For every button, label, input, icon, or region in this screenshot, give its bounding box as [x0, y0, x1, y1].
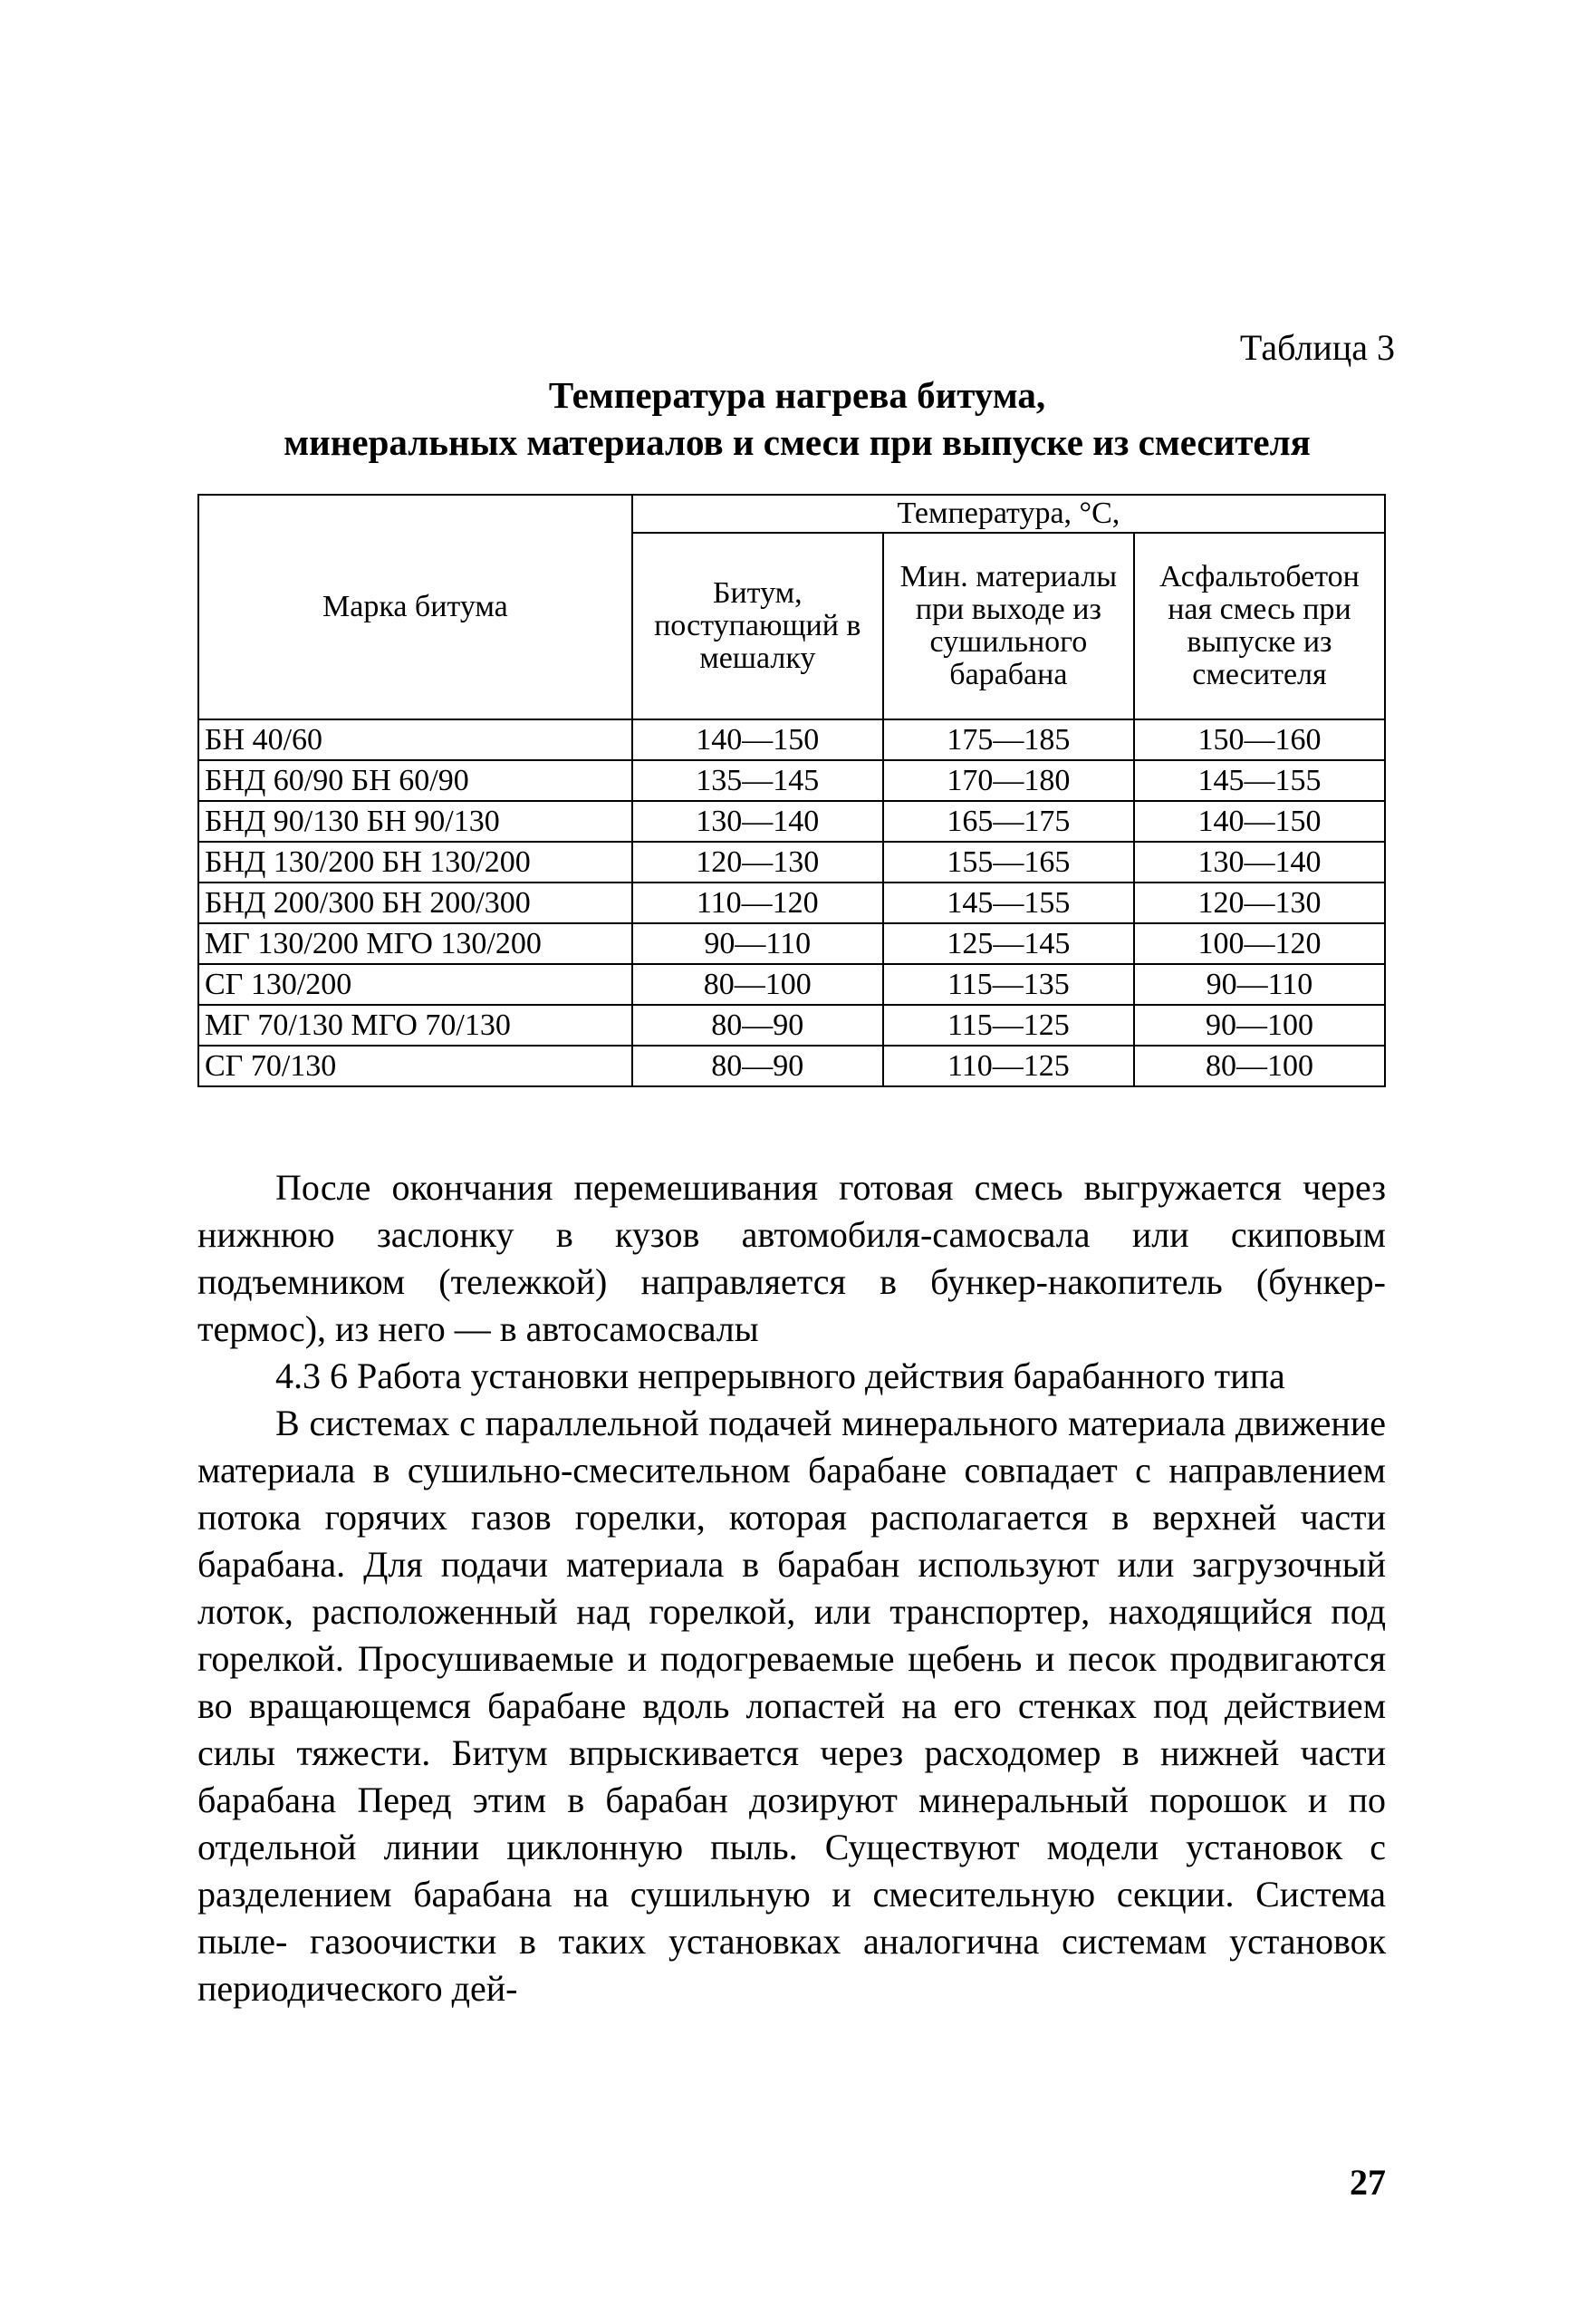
cell-mix: 145—155	[1134, 760, 1385, 801]
cell-mineral: 155—165	[883, 842, 1134, 883]
cell-mineral: 175—185	[883, 719, 1134, 760]
cell-mix: 90—100	[1134, 1005, 1385, 1046]
cell-mineral: 125—145	[883, 923, 1134, 964]
cell-mineral: 115—125	[883, 1005, 1134, 1046]
temperature-table	[197, 494, 1386, 1087]
cell-mineral: 110—125	[883, 1046, 1134, 1086]
header-temperature-group: Температура, °С,	[632, 495, 1385, 533]
table-row	[198, 1046, 1385, 1086]
table-row	[198, 883, 1385, 923]
cell-brand: МГ 130/200 МГО 130/200	[198, 923, 632, 964]
body-text	[197, 1164, 1386, 2012]
cell-mix: 120—130	[1134, 883, 1385, 923]
cell-bitumen: 135—145	[632, 760, 883, 801]
header-mineral: Мин. материалы при выходе из сушильного барабана	[883, 533, 1134, 719]
header-bitumen: Битум, поступающий в мешалку	[632, 533, 883, 719]
cell-bitumen: 120—130	[632, 842, 883, 883]
cell-mineral: 145—155	[883, 883, 1134, 923]
cell-mix: 140—150	[1134, 801, 1385, 842]
section-heading: 4.3 6 Работа установки непрерывного действия барабанного типа	[275, 1355, 1285, 1396]
table-label: Таблица 3	[1239, 327, 1395, 368]
cell-brand: БНД 200/300 БН 200/300	[198, 883, 632, 923]
table-row	[198, 964, 1385, 1005]
cell-brand: СГ 70/130	[198, 1046, 632, 1086]
cell-brand: СГ 130/200	[198, 964, 632, 1005]
table-row	[198, 801, 1385, 842]
table-title	[181, 371, 1413, 466]
cell-bitumen: 140—150	[632, 719, 883, 760]
cell-brand: БНД 90/130 БН 90/130	[198, 801, 632, 842]
cell-mix: 100—120	[1134, 923, 1385, 964]
cell-mineral: 115—135	[883, 964, 1134, 1005]
cell-bitumen: 80—100	[632, 964, 883, 1005]
cell-mix: 150—160	[1134, 719, 1385, 760]
cell-mix: 90—110	[1134, 964, 1385, 1005]
cell-brand: БНД 130/200 БН 130/200	[198, 842, 632, 883]
cell-mix: 80—100	[1134, 1046, 1385, 1086]
cell-mineral: 170—180	[883, 760, 1134, 801]
cell-bitumen: 80—90	[632, 1046, 883, 1086]
header-mix: Асфальтобетон ная смесь при выпуске из смесителя	[1134, 533, 1385, 719]
table-row	[198, 719, 1385, 760]
cell-bitumen: 110—120	[632, 883, 883, 923]
cell-bitumen: 90—110	[632, 923, 883, 964]
cell-mineral: 165—175	[883, 801, 1134, 842]
table-row	[198, 923, 1385, 964]
paragraph-2: В системах с параллельной подачей минерального материала движение материала в сушильно-смесительном барабане совпадает с направлением потока горячих газов горелки, которая располагается в верхней части барабана. Для подачи материала в барабан используют или загрузочный лоток, расположенный над горелкой, или транспортер, находящийся под горелкой. Просушиваемые и подогреваемые щебень и песок продвигаются во вращающемся барабане вдоль лопастей на его стенках под действием силы тяжести. Битум впрыскивается через расходомер в нижней части барабана Перед этим в барабан дозируют минеральный порошок и по отдельной линии циклонную пыль. Существуют модели установок с разделением барабана на сушильную и смесительную секции. Система пыле- газоочистки в таких установках аналогична системам установок периодического дей-	[197, 1403, 1386, 2009]
cell-bitumen: 80—90	[632, 1005, 883, 1046]
table-row	[198, 842, 1385, 883]
page-number: 27	[1350, 2162, 1386, 2203]
table-row	[198, 1005, 1385, 1046]
paragraph-1: После окончания перемешивания готовая смесь выгружается через нижнюю заслонку в кузов автомобиля-самосвала или скиповым подъемником (тележкой) направляется в бункер-накопитель (бункер-термос), из него — в автосамосвалы	[197, 1167, 1386, 1349]
table-title-line-2: минеральных материалов и смеси при выпуске из смесителя	[284, 421, 1311, 463]
cell-mix: 130—140	[1134, 842, 1385, 883]
table-title-line-1: Температура нагрева битума,	[548, 374, 1046, 416]
header-brand: Марка битума	[198, 495, 632, 719]
cell-bitumen: 130—140	[632, 801, 883, 842]
cell-brand: БНД 60/90 БН 60/90	[198, 760, 632, 801]
table-header-row-1	[198, 495, 1385, 533]
cell-brand: БН 40/60	[198, 719, 632, 760]
table-row	[198, 760, 1385, 801]
cell-brand: МГ 70/130 МГО 70/130	[198, 1005, 632, 1046]
